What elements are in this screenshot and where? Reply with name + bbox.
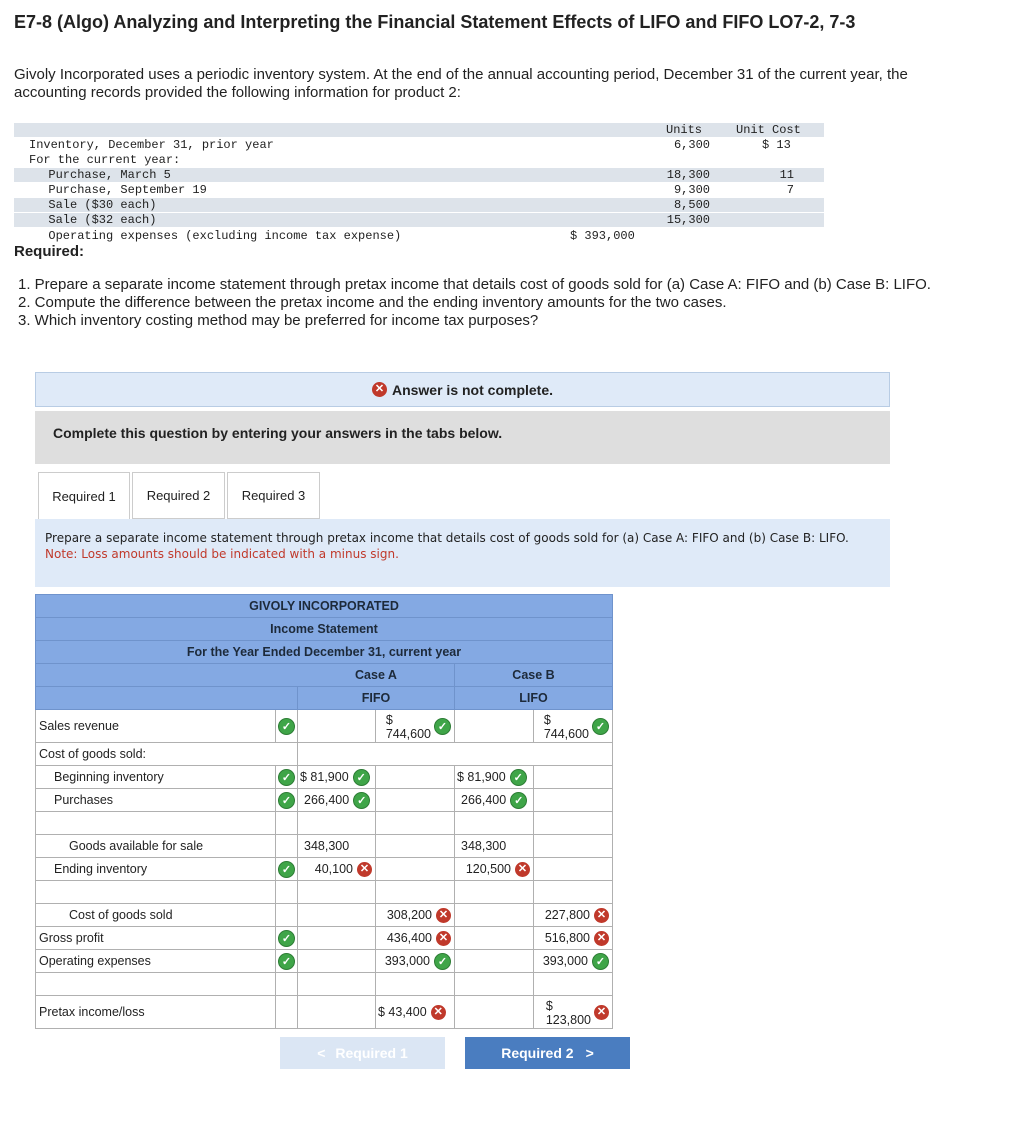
a-end-value: 40,100 [314,862,353,876]
tab-required-3[interactable]: Required 3 [227,472,320,519]
b-sales-sub[interactable] [455,710,534,743]
b-pretax-value: 123,800 [545,1013,591,1027]
answer-alert [35,372,890,407]
dollar-sign: $ [543,713,551,727]
blank-cell[interactable] [376,881,455,904]
b-pretax [534,996,613,1029]
a-opex[interactable] [376,950,455,973]
blank-cell[interactable] [534,973,613,996]
label-pretax-income: Pretax income/loss [36,996,276,1029]
check-icon: ✓ [353,769,370,786]
instruction-text: Prepare a separate income statement through pretax income that details cost of goods sold for (a) Case A: FIFO and (b) Case B: LIFO. [45,531,849,545]
error-icon: ✕ [594,908,609,923]
case-a-header: Case A [298,664,455,687]
blank-label[interactable] [36,973,276,996]
error-icon: ✕ [431,1005,446,1020]
statement-period: For the Year Ended December 31, current year [36,641,613,664]
b-opex-value: 393,000 [542,954,588,968]
given-label: Inventory, December 31, prior year [29,138,274,152]
alert-text: Answer is not complete. [391,381,554,398]
b-cogs-value: 227,800 [544,908,590,922]
check-icon: ✓ [278,718,295,735]
units-header: Units [666,123,703,137]
note-text: Note: Loss amounts should be indicated with a minus sign. [45,547,399,561]
a-pretax-value: $ 43,400 [378,1005,427,1019]
a-beg-value: $ 81,900 [300,770,349,784]
a-sales-value: 744,600 [385,727,431,741]
blank-cell[interactable] [298,812,376,835]
a-end-input[interactable] [298,858,376,881]
b-gross-value: 516,800 [544,931,590,945]
check-icon: ✓ [434,718,451,735]
check-icon: ✓ [278,953,295,970]
label-beginning-inventory[interactable]: Beginning inventory [36,766,276,789]
error-icon: ✕ [594,1005,609,1020]
unit-cost-header: Unit Cost [736,123,801,137]
check-icon: ✓ [278,930,295,947]
b-beg-value: $ 81,900 [457,770,506,784]
tab-required-1[interactable]: Required 1 [38,472,130,520]
b-sales-input[interactable] [534,710,613,743]
b-gross[interactable] [534,927,613,950]
a-gross-value: 436,400 [386,931,432,945]
blank-cell[interactable] [534,881,613,904]
given-label: Operating expenses (excluding income tax expense) [34,229,402,243]
complete-message: Complete this question by entering your answers in the tabs below. [35,411,890,464]
income-statement-table [35,594,613,1029]
error-icon: ✕ [594,931,609,946]
check-icon: ✓ [278,861,295,878]
label-purchases[interactable]: Purchases [36,789,276,812]
dollar-sign: $ [545,999,553,1013]
required-item: 2. Compute the difference between the pretax income and the ending inventory amounts for the two cases. [18,294,727,311]
check-icon: ✓ [278,792,295,809]
given-units: 15,300 [666,213,710,227]
company-name: GIVOLY INCORPORATED [36,595,613,618]
label-operating-expenses[interactable]: Operating expenses [36,950,276,973]
a-gafs-value: 348,300 [304,839,350,853]
blank-cell[interactable] [455,812,534,835]
prev-button[interactable] [280,1037,445,1069]
case-a-method: FIFO [298,687,455,710]
check-icon: ✓ [353,792,370,809]
b-cogs[interactable] [534,904,613,927]
b-sales-value: 744,600 [543,727,589,741]
given-label: Purchase, March 5 [34,168,171,182]
given-cost: 11 [779,168,794,182]
a-sales-sub[interactable] [298,710,376,743]
given-cost: 7 [786,183,794,197]
intro-text: Givoly Incorporated uses a periodic inventory system. At the end of the annual accounting period, December 31 of the current year, the accounting records provided the following information for product 2: [14,66,908,101]
check-icon: ✓ [592,953,609,970]
check-icon: ✓ [434,953,451,970]
label-goods-available: Goods available for sale [36,835,276,858]
b-end-value: 120,500 [465,862,511,876]
check-icon: ✓ [510,769,527,786]
given-units: 8,500 [673,198,710,212]
a-beg-total[interactable] [376,766,455,789]
given-units: 9,300 [673,183,710,197]
required-item: 3. Which inventory costing method may be preferred for income tax purposes? [18,312,539,329]
b-beg-input[interactable] [455,766,534,789]
given-units: 18,300 [666,168,710,182]
b-beg-total[interactable] [534,766,613,789]
a-beg-input[interactable] [298,766,376,789]
b-purch-input[interactable] [455,789,534,812]
check-icon: ✓ [510,792,527,809]
label-cogs-heading: Cost of goods sold: [36,743,298,766]
given-label: Sale ($30 each) [34,198,157,212]
a-purch-total[interactable] [376,789,455,812]
case-b-method: LIFO [455,687,613,710]
given-cost: $ 13 [762,138,791,152]
required-item: 1. Prepare a separate income statement through pretax income that details cost of goods sold for (a) Case A: FIFO and (b) Case B: LIFO. [18,276,931,293]
page-title: E7-8 (Algo) Analyzing and Interpreting the Financial Statement Effects of LIFO and FIFO LO7-2, 7-3 [14,12,856,32]
a-purch-input[interactable] [298,789,376,812]
blank-label[interactable] [36,881,276,904]
b-end-input[interactable] [455,858,534,881]
tab-required-2[interactable]: Required 2 [132,472,225,519]
required-heading: Required: [14,243,85,260]
a-purch-value: 266,400 [304,793,350,807]
label-cost-of-goods-sold: Cost of goods sold [36,904,276,927]
blank-cell[interactable] [376,973,455,996]
blank-label[interactable] [36,812,276,835]
given-label: Sale ($32 each) [34,213,157,227]
label-gross-profit[interactable]: Gross profit [36,927,276,950]
a-cogs[interactable] [376,904,455,927]
blank-cell[interactable] [534,812,613,835]
b-gafs-value: 348,300 [461,839,507,853]
prev-label: Required 1 [335,1045,408,1061]
b-purch-total[interactable] [534,789,613,812]
error-icon: ✕ [372,382,387,397]
error-icon: ✕ [436,908,451,923]
blank-cell[interactable] [455,881,534,904]
given-amount: $ 393,000 [570,229,635,243]
instruction-box [35,519,890,587]
case-b-header: Case B [455,664,613,687]
given-units: 6,300 [673,138,710,152]
b-purch-value: 266,400 [461,793,507,807]
error-icon: ✕ [357,862,372,877]
blank-cell[interactable] [376,812,455,835]
required-list [18,276,948,330]
given-label: Purchase, September 19 [34,183,207,197]
a-sales-input[interactable] [376,710,455,743]
a-cogs-value: 308,200 [386,908,432,922]
a-gross[interactable] [376,927,455,950]
error-icon: ✕ [436,931,451,946]
a-end-total[interactable] [376,858,455,881]
given-label: For the current year: [29,153,181,167]
next-button[interactable] [465,1037,630,1069]
blank-cell[interactable] [298,881,376,904]
check-icon: ✓ [592,718,609,735]
check-icon: ✓ [278,769,295,786]
label-ending-inventory[interactable]: Ending inventory [36,858,276,881]
a-opex-value: 393,000 [384,954,430,968]
label-sales-revenue[interactable]: Sales revenue [36,710,276,743]
next-label: Required 2 [501,1045,574,1061]
chevron-left-icon: < [317,1045,326,1061]
statement-name: Income Statement [36,618,613,641]
b-opex[interactable] [534,950,613,973]
a-gafs [298,835,376,858]
error-icon: ✕ [515,862,530,877]
chevron-right-icon: > [585,1045,594,1061]
a-pretax [376,996,455,1029]
b-gafs [455,835,534,858]
dollar-sign: $ [385,713,393,727]
given-data-table [14,123,824,243]
b-end-total[interactable] [534,858,613,881]
